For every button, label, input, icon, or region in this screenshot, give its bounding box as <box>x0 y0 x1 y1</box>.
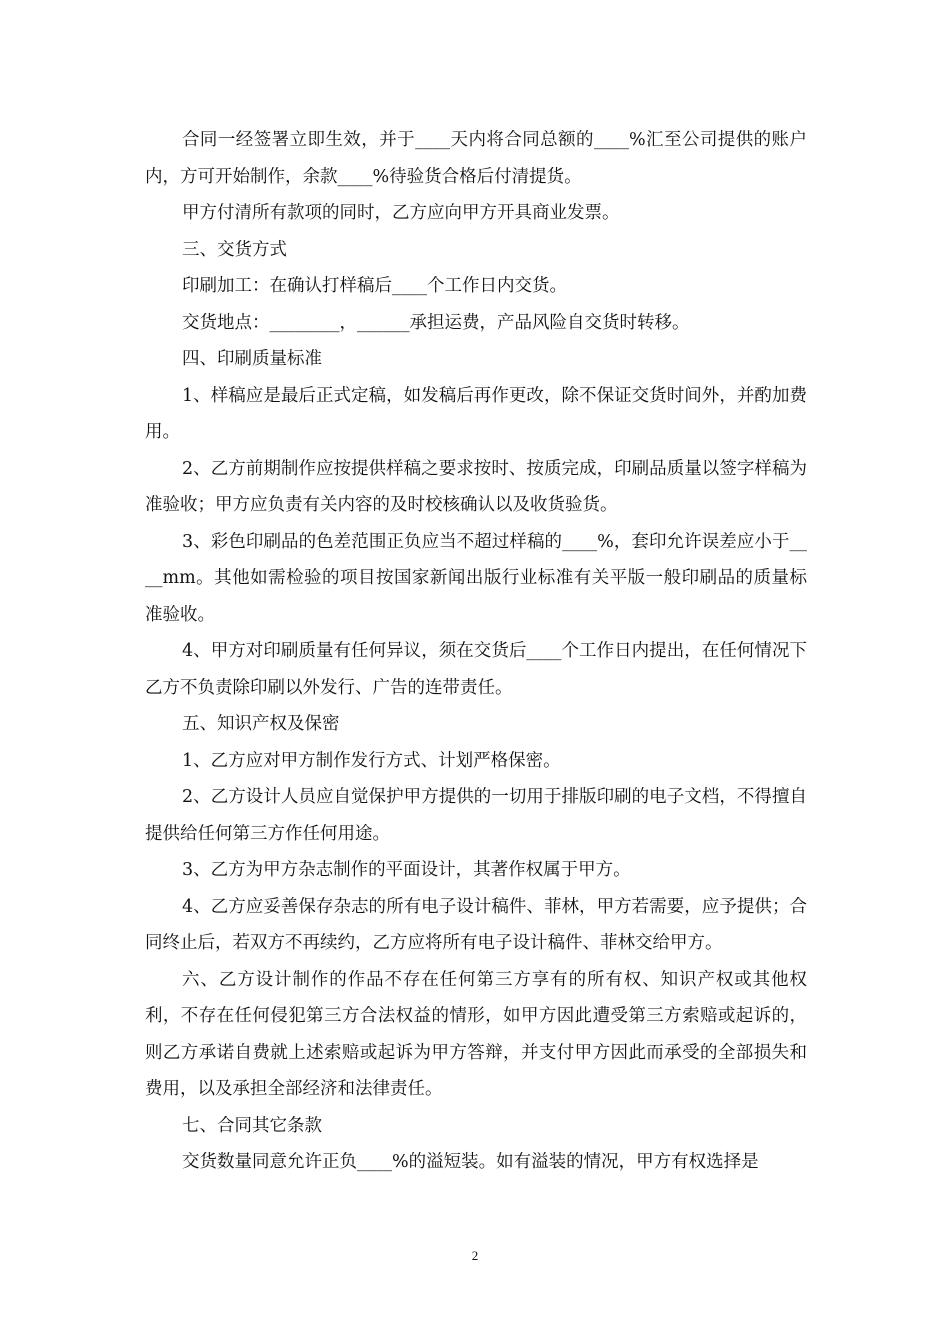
paragraph-ip-3: 3、乙方为甲方杂志制作的平面设计，其著作权属于甲方。 <box>182 860 631 880</box>
paragraph-payment-terms: 合同一经签署立即生效，并于____天内将合同总额的____%汇至公司提供的账户内，方可开始制作，余款____%待验货合格后付清提货。 <box>145 130 807 187</box>
paragraph-invoice: 甲方付清所有款项的同时，乙方应向甲方开具商业发票。 <box>182 203 620 223</box>
paragraph-delivery-time: 印刷加工：在确认打样稿后____个工作日内交货。 <box>182 276 567 296</box>
paragraph-ip-4: 4、乙方应妥善保存杂志的所有电子设计稿件、菲林，甲方若需要，应予提供；合同终止后，若双方不再续约，乙方应将所有电子设计稿件、菲林交给甲方。 <box>145 896 807 953</box>
paragraph-quality-2: 2、乙方前期制作应按提供样稿之要求按时、按质完成，印刷品质量以签字样稿为准验收；甲方应负责有关内容的及时校核确认以及收货验货。 <box>145 458 807 515</box>
section-heading-quality: 四、印刷质量标准 <box>182 349 322 369</box>
paragraph-delivery-place: 交货地点：________，______承担运费，产品风险自交货时转移。 <box>182 312 690 333</box>
section-six-warranty: 六、乙方设计制作的作品不存在任何第三方享有的所有权、知识产权或其他权利，不存在任何侵犯第三方合法权益的情形，如甲方因此遭受第三方索赔或起诉的，则乙方承诺自费就上述索赔或起诉为甲方答辩，并支付甲方因此而承受的全部损失和费用，以及承担全部经济和法律责任。 <box>145 969 807 1099</box>
paragraph-quality-4: 4、甲方对印刷质量有任何异议，须在交货后____个工作日内提出，在任何情况下乙方不负责除印刷以外发行、广告的连带责任。 <box>145 641 807 698</box>
page-number: 2 <box>471 1248 479 1263</box>
paragraph-quantity-tolerance: 交货数量同意允许正负____%的溢短装。如有溢装的情况，甲方有权选择是 <box>182 1152 759 1172</box>
paragraph-quality-3: 3、彩色印刷品的色差范围正负应当不超过样稿的____%，套印允许误差应小于____mm。其他如需检验的项目按国家新闻出版行业标准有关平版一般印刷品的质量标准验收。 <box>145 531 807 625</box>
section-heading-other-terms: 七、合同其它条款 <box>182 1115 322 1136</box>
paragraph-quality-1: 1、样稿应是最后正式定稿，如发稿后再作更改，除不保证交货时间外，并酌加费用。 <box>145 385 807 442</box>
paragraph-ip-1: 1、乙方应对甲方制作发行方式、计划严格保密。 <box>182 750 561 771</box>
paragraph-ip-2: 2、乙方设计人员应自觉保护甲方提供的一切用于排版印刷的电子文档，不得擅自提供给任何第三方作任何用途。 <box>145 787 807 844</box>
section-heading-ip: 五、知识产权及保密 <box>182 714 340 734</box>
document-body <box>145 122 807 1181</box>
section-heading-delivery: 三、交货方式 <box>182 239 287 260</box>
